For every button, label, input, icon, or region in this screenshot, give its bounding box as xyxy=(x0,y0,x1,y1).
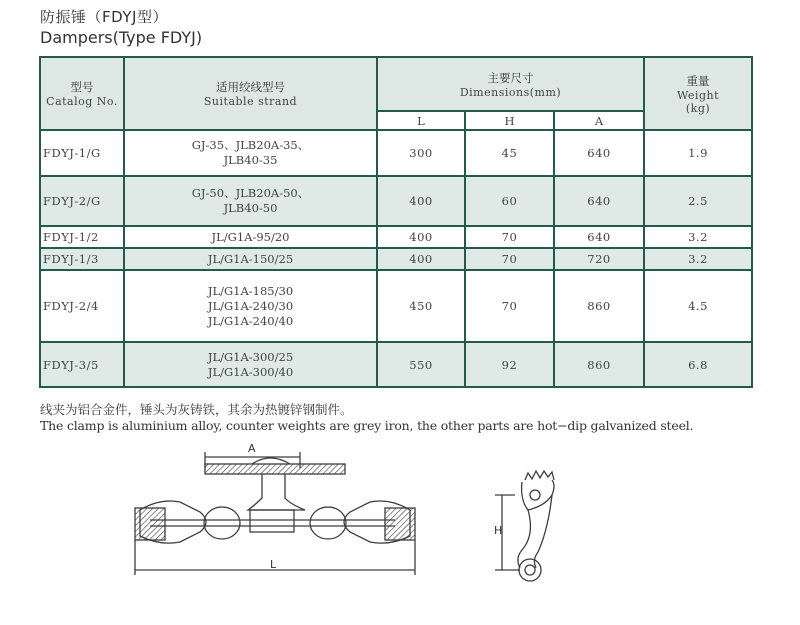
cell-L: 400 xyxy=(377,248,465,270)
table-row xyxy=(40,248,752,270)
cell-weight: 4.5 xyxy=(644,270,752,342)
right-weight-neck xyxy=(310,507,346,539)
header-strand-cn: 适用绞线型号 xyxy=(216,80,285,94)
cell-L: 300 xyxy=(377,130,465,176)
strand-line: JL/G1A-95/20 xyxy=(211,229,290,244)
header-strand-en: Suitable strand xyxy=(203,95,298,108)
cell-H: 70 xyxy=(465,270,554,342)
material-note-cn: 线夹为铝合金件，锤头为灰铸铁，其余为热镀锌钢制件。 xyxy=(40,402,353,417)
clamp-bar xyxy=(205,464,345,474)
header-weight-unit: (kg) xyxy=(685,101,711,115)
cell-strand xyxy=(124,342,377,387)
table-row xyxy=(40,270,752,342)
cell-weight: 2.5 xyxy=(644,176,752,226)
cell-strand xyxy=(124,270,377,342)
strand-line: JL/G1A-185/30 xyxy=(207,283,294,298)
strand-line: JLB40-35 xyxy=(223,153,278,167)
strand-line: JL/G1A-240/40 xyxy=(207,313,294,328)
table-row xyxy=(40,176,752,226)
cell-strand xyxy=(124,248,377,270)
strand-line: JL/G1A-300/25 xyxy=(207,349,294,364)
cell-A: 640 xyxy=(554,176,644,226)
header-catalog xyxy=(40,57,124,130)
cell-catalog: FDYJ-1/3 xyxy=(40,248,124,270)
cell-H: 70 xyxy=(465,248,554,270)
cell-H: 70 xyxy=(465,226,554,248)
table-row xyxy=(40,130,752,176)
damper-front-view xyxy=(135,452,415,575)
header-catalog-en: Catalog No. xyxy=(46,95,118,108)
strand-line: GJ-50、JLB20A-50、 xyxy=(191,186,310,200)
dim-H-label: H xyxy=(494,524,503,537)
dim-A-label: A xyxy=(248,442,256,455)
cell-H: 45 xyxy=(465,130,554,176)
cell-L: 550 xyxy=(377,342,465,387)
table-row xyxy=(40,226,752,248)
cell-catalog: FDYJ-1/G xyxy=(40,130,124,176)
material-note-en: The clamp is aluminium alloy, counter weights are grey iron, the other parts are hot−dip galvanized steel. xyxy=(40,418,694,433)
cell-L: 400 xyxy=(377,226,465,248)
hook-eye xyxy=(519,559,541,581)
header-weight-cn: 重量 xyxy=(686,73,710,88)
cell-A: 640 xyxy=(554,226,644,248)
header-weight-en: Weight xyxy=(677,88,719,102)
strand-line: JLB40-50 xyxy=(223,201,278,215)
header-catalog-cn: 型号 xyxy=(70,80,94,94)
clamp-body xyxy=(248,474,305,510)
header-weight xyxy=(644,57,752,130)
cell-weight: 6.8 xyxy=(644,342,752,387)
page-title-cn: 防振锤（FDYJ型） xyxy=(40,8,168,26)
cell-H: 60 xyxy=(465,176,554,226)
cell-weight: 3.2 xyxy=(644,226,752,248)
header-H: H xyxy=(465,111,554,130)
cell-strand xyxy=(124,226,377,248)
cell-catalog: FDYJ-3/5 xyxy=(40,342,124,387)
cell-A: 860 xyxy=(554,342,644,387)
cell-L: 400 xyxy=(377,176,465,226)
cell-A: 720 xyxy=(554,248,644,270)
cell-strand xyxy=(124,130,377,176)
left-weight-neck xyxy=(204,507,240,539)
cell-strand xyxy=(124,176,377,226)
header-dimensions xyxy=(377,57,644,111)
cell-catalog: FDYJ-1/2 xyxy=(40,226,124,248)
cell-A: 640 xyxy=(554,130,644,176)
damper-side-view xyxy=(495,471,554,581)
clamp-jaw xyxy=(522,480,554,510)
hook-arm xyxy=(518,495,552,568)
cell-H: 92 xyxy=(465,342,554,387)
clamp-bolt xyxy=(530,490,540,500)
page-title-en: Dampers(Type FDYJ) xyxy=(40,28,203,47)
strand-line: JL/G1A-240/30 xyxy=(207,298,294,313)
clamp-teeth xyxy=(525,471,554,480)
damper-drawing xyxy=(0,440,800,625)
header-strand xyxy=(124,57,377,130)
strand-line: JL/G1A-300/40 xyxy=(207,364,294,379)
spec-table xyxy=(39,56,753,388)
table-row xyxy=(40,342,752,387)
cell-L: 450 xyxy=(377,270,465,342)
left-weight-hatch xyxy=(135,508,165,540)
right-weight-hatch xyxy=(385,508,415,540)
header-dimensions-en: Dimensions(mm) xyxy=(459,85,562,99)
strand-line: GJ-35、JLB20A-35、 xyxy=(191,138,310,152)
cell-A: 860 xyxy=(554,270,644,342)
cell-weight: 3.2 xyxy=(644,248,752,270)
hook-eye-hole xyxy=(525,565,535,575)
cell-catalog: FDYJ-2/G xyxy=(40,176,124,226)
header-A: A xyxy=(554,111,644,130)
cell-catalog: FDYJ-2/4 xyxy=(40,270,124,342)
clamp-top xyxy=(252,458,290,464)
cell-weight: 1.9 xyxy=(644,130,752,176)
dim-L-label: L xyxy=(270,558,277,571)
wire-clamp xyxy=(250,510,294,532)
strand-line: JL/G1A-150/25 xyxy=(207,251,294,266)
header-dimensions-cn: 主要尺寸 xyxy=(487,70,534,85)
header-L: L xyxy=(377,111,465,130)
